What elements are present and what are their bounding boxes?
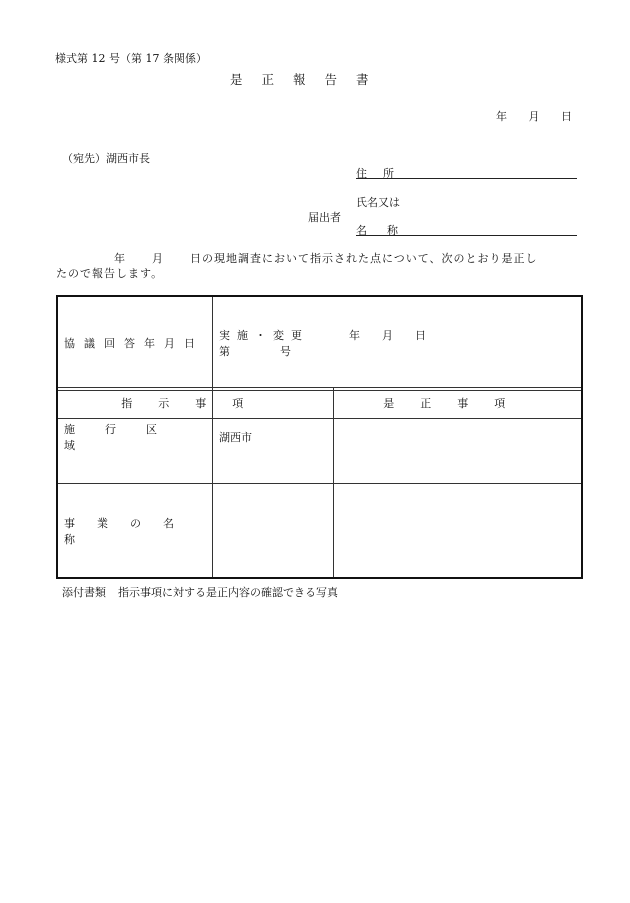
project-name-label: 事業の名称 [57, 484, 213, 578]
area-label: 施行区域 [57, 390, 213, 483]
addressee: （宛先）湖西市長 [62, 152, 150, 165]
form-number: 様式第 12 号（第 17 条関係） [55, 52, 207, 65]
area-value: 湖西市 [213, 390, 583, 483]
table-row [57, 388, 582, 419]
agreement-date-value [213, 296, 583, 390]
address-label: 住所 [356, 167, 410, 180]
instructions-table [56, 387, 583, 579]
name-field-line [356, 235, 577, 236]
table-row [57, 419, 582, 579]
table-row [57, 296, 582, 390]
address-field-line [356, 178, 577, 179]
body-month: 月 [152, 252, 164, 265]
instructions-cell [57, 419, 333, 579]
name-label-line1: 氏名又は [356, 196, 400, 209]
corrections-cell [333, 419, 582, 579]
date-line [496, 108, 590, 124]
date-day: 日 [561, 110, 572, 123]
body-paragraph [56, 251, 546, 281]
attachment-text: 指示事項に対する是正内容の確認できる写真 [118, 586, 338, 599]
body-year: 年 [114, 252, 126, 265]
date-month: 月 [528, 110, 540, 123]
row1-number: 第号 [219, 345, 341, 359]
instructions-header: 指示事項 [57, 388, 333, 419]
row1-month: 月 [382, 329, 393, 343]
body-text: 日の現地調査において指示された点について、次のとおり是正したので報告します。 [56, 252, 538, 280]
row1-year: 年 [349, 329, 360, 343]
date-year: 年 [496, 110, 507, 123]
row1-day: 日 [415, 329, 426, 343]
impl-change-label: 実施・変更 [219, 329, 309, 343]
agreement-date-label: 協議回答年月日 [57, 296, 213, 390]
attachment-label: 添付書類 [62, 586, 106, 599]
document-title: 是正報告書 [230, 72, 388, 87]
corrections-header: 是正事項 [333, 388, 582, 419]
name-label-line2: 名称 [356, 224, 418, 237]
notifier-label: 届出者 [308, 211, 341, 224]
attachment-note [62, 584, 338, 600]
